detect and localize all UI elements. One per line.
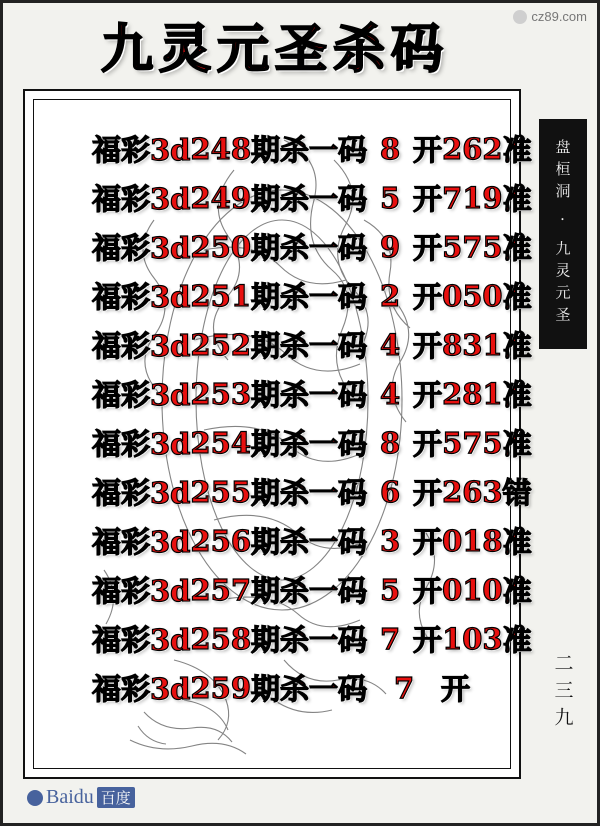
row-open-label: 开 (413, 623, 443, 657)
row-period: 249 (190, 180, 252, 215)
table-row (34, 663, 510, 712)
table-row (34, 124, 532, 173)
row-open-label: 开 (413, 427, 443, 461)
row-open-number: 103 (442, 621, 503, 656)
row-kill-number: 8 (379, 131, 401, 166)
row-period-suffix: 期 (251, 133, 281, 167)
row-period: 256 (190, 523, 252, 558)
side-label-text: 盘桓洞 · 九灵元圣 (553, 139, 572, 329)
row-open-number: 831 (442, 327, 503, 362)
row-kill-label: 杀一码 (280, 476, 368, 510)
row-kill-number: 9 (379, 229, 401, 264)
table-row (34, 516, 532, 565)
row-open-number: 018 (442, 523, 503, 558)
row-prefix: 福彩3d (92, 182, 191, 216)
row-result: 错 (502, 476, 532, 510)
row-open-number: 263 (442, 474, 503, 509)
row-period-suffix: 期 (251, 280, 281, 314)
row-kill-label: 杀一码 (280, 427, 368, 461)
row-prefix: 福彩3d (92, 329, 191, 363)
row-period-suffix: 期 (251, 574, 281, 608)
row-result: 准 (502, 378, 532, 412)
row-period-suffix: 期 (251, 378, 281, 412)
row-result: 准 (502, 525, 532, 559)
row-kill-label: 杀一码 (280, 133, 368, 167)
row-period: 250 (190, 229, 252, 264)
row-open-number: 575 (442, 229, 503, 264)
title-banner (25, 19, 525, 81)
content-panel-inner-border (33, 99, 532, 769)
row-period: 259 (190, 670, 252, 705)
row-open-label: 开 (413, 329, 443, 363)
row-prefix: 福彩3d (92, 280, 191, 314)
baidu-logo-suffix: 百度 (97, 787, 135, 808)
row-period-suffix: 期 (251, 476, 281, 510)
row-period: 254 (190, 425, 252, 460)
row-prefix: 福彩3d (92, 574, 191, 608)
row-open-label: 开 (413, 476, 443, 510)
row-kill-number: 3 (379, 523, 401, 558)
row-kill-label: 杀一码 (280, 378, 368, 412)
row-kill-label: 杀一码 (280, 525, 368, 559)
row-result: 准 (502, 231, 532, 265)
row-kill-label: 杀一码 (280, 231, 368, 265)
row-open-label: 开 (413, 525, 443, 559)
row-period-suffix: 期 (251, 672, 281, 706)
row-open-label: 开 (441, 672, 471, 706)
row-period: 257 (190, 572, 252, 607)
table-row (34, 320, 532, 369)
row-kill-number: 4 (379, 376, 401, 411)
row-prefix: 福彩3d (92, 378, 191, 412)
row-period: 248 (190, 131, 252, 166)
row-kill-label: 杀一码 (280, 182, 368, 216)
row-open-label: 开 (413, 182, 443, 216)
row-kill-label: 杀一码 (280, 672, 368, 706)
row-kill-number: 7 (393, 670, 415, 705)
row-kill-number: 4 (379, 327, 401, 362)
page-title: 九灵元圣杀码 (100, 19, 449, 80)
side-label-block (539, 119, 587, 349)
row-period-suffix: 期 (251, 525, 281, 559)
row-prefix: 福彩3d (92, 427, 191, 461)
row-period-suffix: 期 (251, 623, 281, 657)
row-prefix: 福彩3d (92, 525, 191, 559)
table-row (34, 418, 532, 467)
table-row (34, 369, 532, 418)
row-open-number: 719 (442, 180, 503, 215)
row-open-number: 010 (442, 572, 503, 607)
row-kill-label: 杀一码 (280, 280, 368, 314)
page-number-text: 二三九 (551, 653, 574, 734)
page-number-block (539, 653, 587, 734)
row-kill-number: 6 (379, 474, 401, 509)
row-kill-number: 7 (379, 621, 401, 656)
row-prefix: 福彩3d (92, 672, 191, 706)
content-panel (23, 89, 532, 779)
row-kill-number: 5 (379, 572, 401, 607)
row-prefix: 福彩3d (92, 623, 191, 657)
row-kill-number: 2 (379, 278, 401, 313)
row-period: 253 (190, 376, 252, 411)
row-open-label: 开 (413, 280, 443, 314)
row-kill-number: 5 (379, 180, 401, 215)
row-open-label: 开 (413, 378, 443, 412)
table-row (34, 614, 532, 663)
table-row (34, 222, 532, 271)
row-period-suffix: 期 (251, 231, 281, 265)
table-row (34, 271, 532, 320)
table-row (34, 565, 532, 614)
row-prefix: 福彩3d (92, 133, 191, 167)
row-period: 251 (190, 278, 252, 313)
row-open-number: 262 (442, 131, 503, 166)
row-period: 258 (190, 621, 252, 656)
watermark-text: cz89.com (531, 9, 587, 24)
row-prefix: 福彩3d (92, 231, 191, 265)
table-row (34, 467, 532, 516)
row-kill-number: 8 (379, 425, 401, 460)
row-result: 准 (502, 574, 532, 608)
baidu-logo (27, 786, 135, 809)
row-open-number: 575 (442, 425, 503, 460)
row-open-label: 开 (413, 133, 443, 167)
row-period-suffix: 期 (251, 427, 281, 461)
row-period: 252 (190, 327, 252, 362)
paw-icon (27, 790, 43, 806)
row-period: 255 (190, 474, 252, 509)
row-result: 准 (502, 329, 532, 363)
row-result: 准 (502, 280, 532, 314)
row-kill-label: 杀一码 (280, 623, 368, 657)
side-column (539, 89, 593, 779)
row-result: 准 (502, 133, 532, 167)
row-period-suffix: 期 (251, 329, 281, 363)
row-open-label: 开 (413, 574, 443, 608)
row-period-suffix: 期 (251, 182, 281, 216)
row-result: 准 (502, 623, 532, 657)
row-open-number: 281 (442, 376, 503, 411)
row-kill-label: 杀一码 (280, 574, 368, 608)
baidu-logo-text: Baidu (46, 786, 94, 808)
table-row (34, 173, 532, 222)
row-open-number: 050 (442, 278, 503, 313)
prediction-list (34, 124, 532, 712)
row-result: 准 (502, 427, 532, 461)
row-prefix: 福彩3d (92, 476, 191, 510)
row-result: 准 (502, 182, 532, 216)
row-kill-label: 杀一码 (280, 329, 368, 363)
row-open-label: 开 (413, 231, 443, 265)
